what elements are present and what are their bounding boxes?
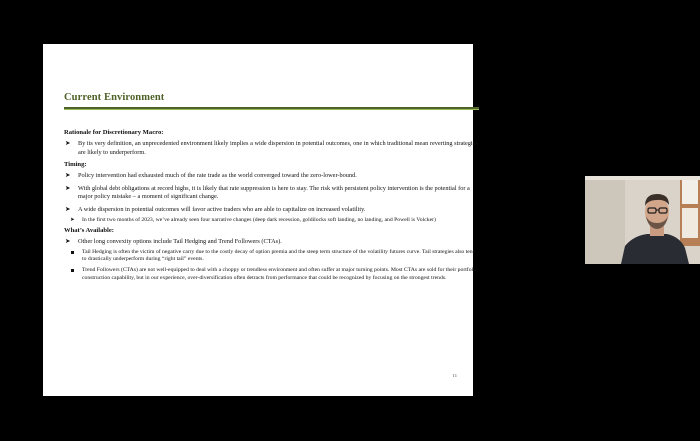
arrow-bullet-icon: ➤	[70, 216, 75, 223]
bullet-item	[64, 185, 480, 202]
slide-title: Current Environment	[64, 92, 165, 103]
presentation-slide	[43, 44, 478, 396]
sub-bullet-text: Trend Followers (CTAs) are not well-equipped to deal with a choppy or trendless environment and often suffer at major turning points. Most CTAs are sold for their portfolio construction capability, but in our experience, over-diversification often detracts from performance that could be recognized by focusing on the strongest trends.	[82, 266, 478, 281]
page-number: 11	[452, 373, 457, 378]
bullet-text: With global debt obligations at record highs, it is likely that rate suppression is here to stay. The risk with persistent policy intervention is the potential for a major policy mistake – a moment of significant change.	[78, 184, 470, 201]
bullet-item	[64, 206, 480, 215]
slide-content	[64, 129, 480, 285]
section-heading-rationale: Rationale for Discretionary Macro:	[64, 129, 164, 136]
arrow-bullet-icon: ➤	[65, 140, 71, 147]
bullet-text: A wide dispersion in potential outcomes will favor active traders who are able to capitalize on increased volatility.	[78, 205, 366, 213]
bullet-text: Other long convexity options include Tail Hedging and Trend Followers (CTAs).	[78, 238, 282, 246]
arrow-bullet-icon: ➤	[65, 205, 71, 213]
bullet-item	[64, 172, 480, 181]
bullet-text: Policy intervention had exhausted much of the rate trade as the world converged toward the zero-lower-bound.	[78, 172, 357, 180]
webcam-video-feed[interactable]	[585, 176, 700, 264]
sub-bullet-item	[64, 249, 480, 264]
bullet-item	[64, 238, 480, 247]
sub-bullet-item	[64, 267, 480, 282]
bullet-item	[64, 140, 480, 157]
arrow-bullet-icon: ➤	[65, 238, 71, 246]
section-heading-available: What’s Available:	[64, 227, 115, 235]
square-bullet-icon	[71, 251, 74, 254]
sub-bullet-text: Tail Hedging is often the victim of negative carry due to the costly decay of option premia and the steep term structure of the volatility futures curve. Tail strategies also tend to drastically underperform during “right tail” events.	[82, 248, 476, 263]
arrow-bullet-icon: ➤	[65, 184, 71, 192]
title-divider	[64, 107, 479, 110]
sub-bullet-text: In the first two months of 2023, we’ve already seen four narrative changes (deep dark recession, goldilocks soft landing, no landing, and Powell is Volcker)	[82, 216, 436, 223]
bullet-text: By its very definition, an unprecedented environment likely implies a wide dispersion in potential outcomes, one in which traditional mean reverting strategies are likely to underperform.	[78, 140, 478, 156]
sub-bullet-item	[64, 217, 480, 225]
person-video-icon	[585, 176, 700, 264]
arrow-bullet-icon: ➤	[65, 172, 71, 180]
section-heading-timing: Timing:	[64, 161, 87, 169]
square-bullet-icon	[71, 269, 74, 272]
